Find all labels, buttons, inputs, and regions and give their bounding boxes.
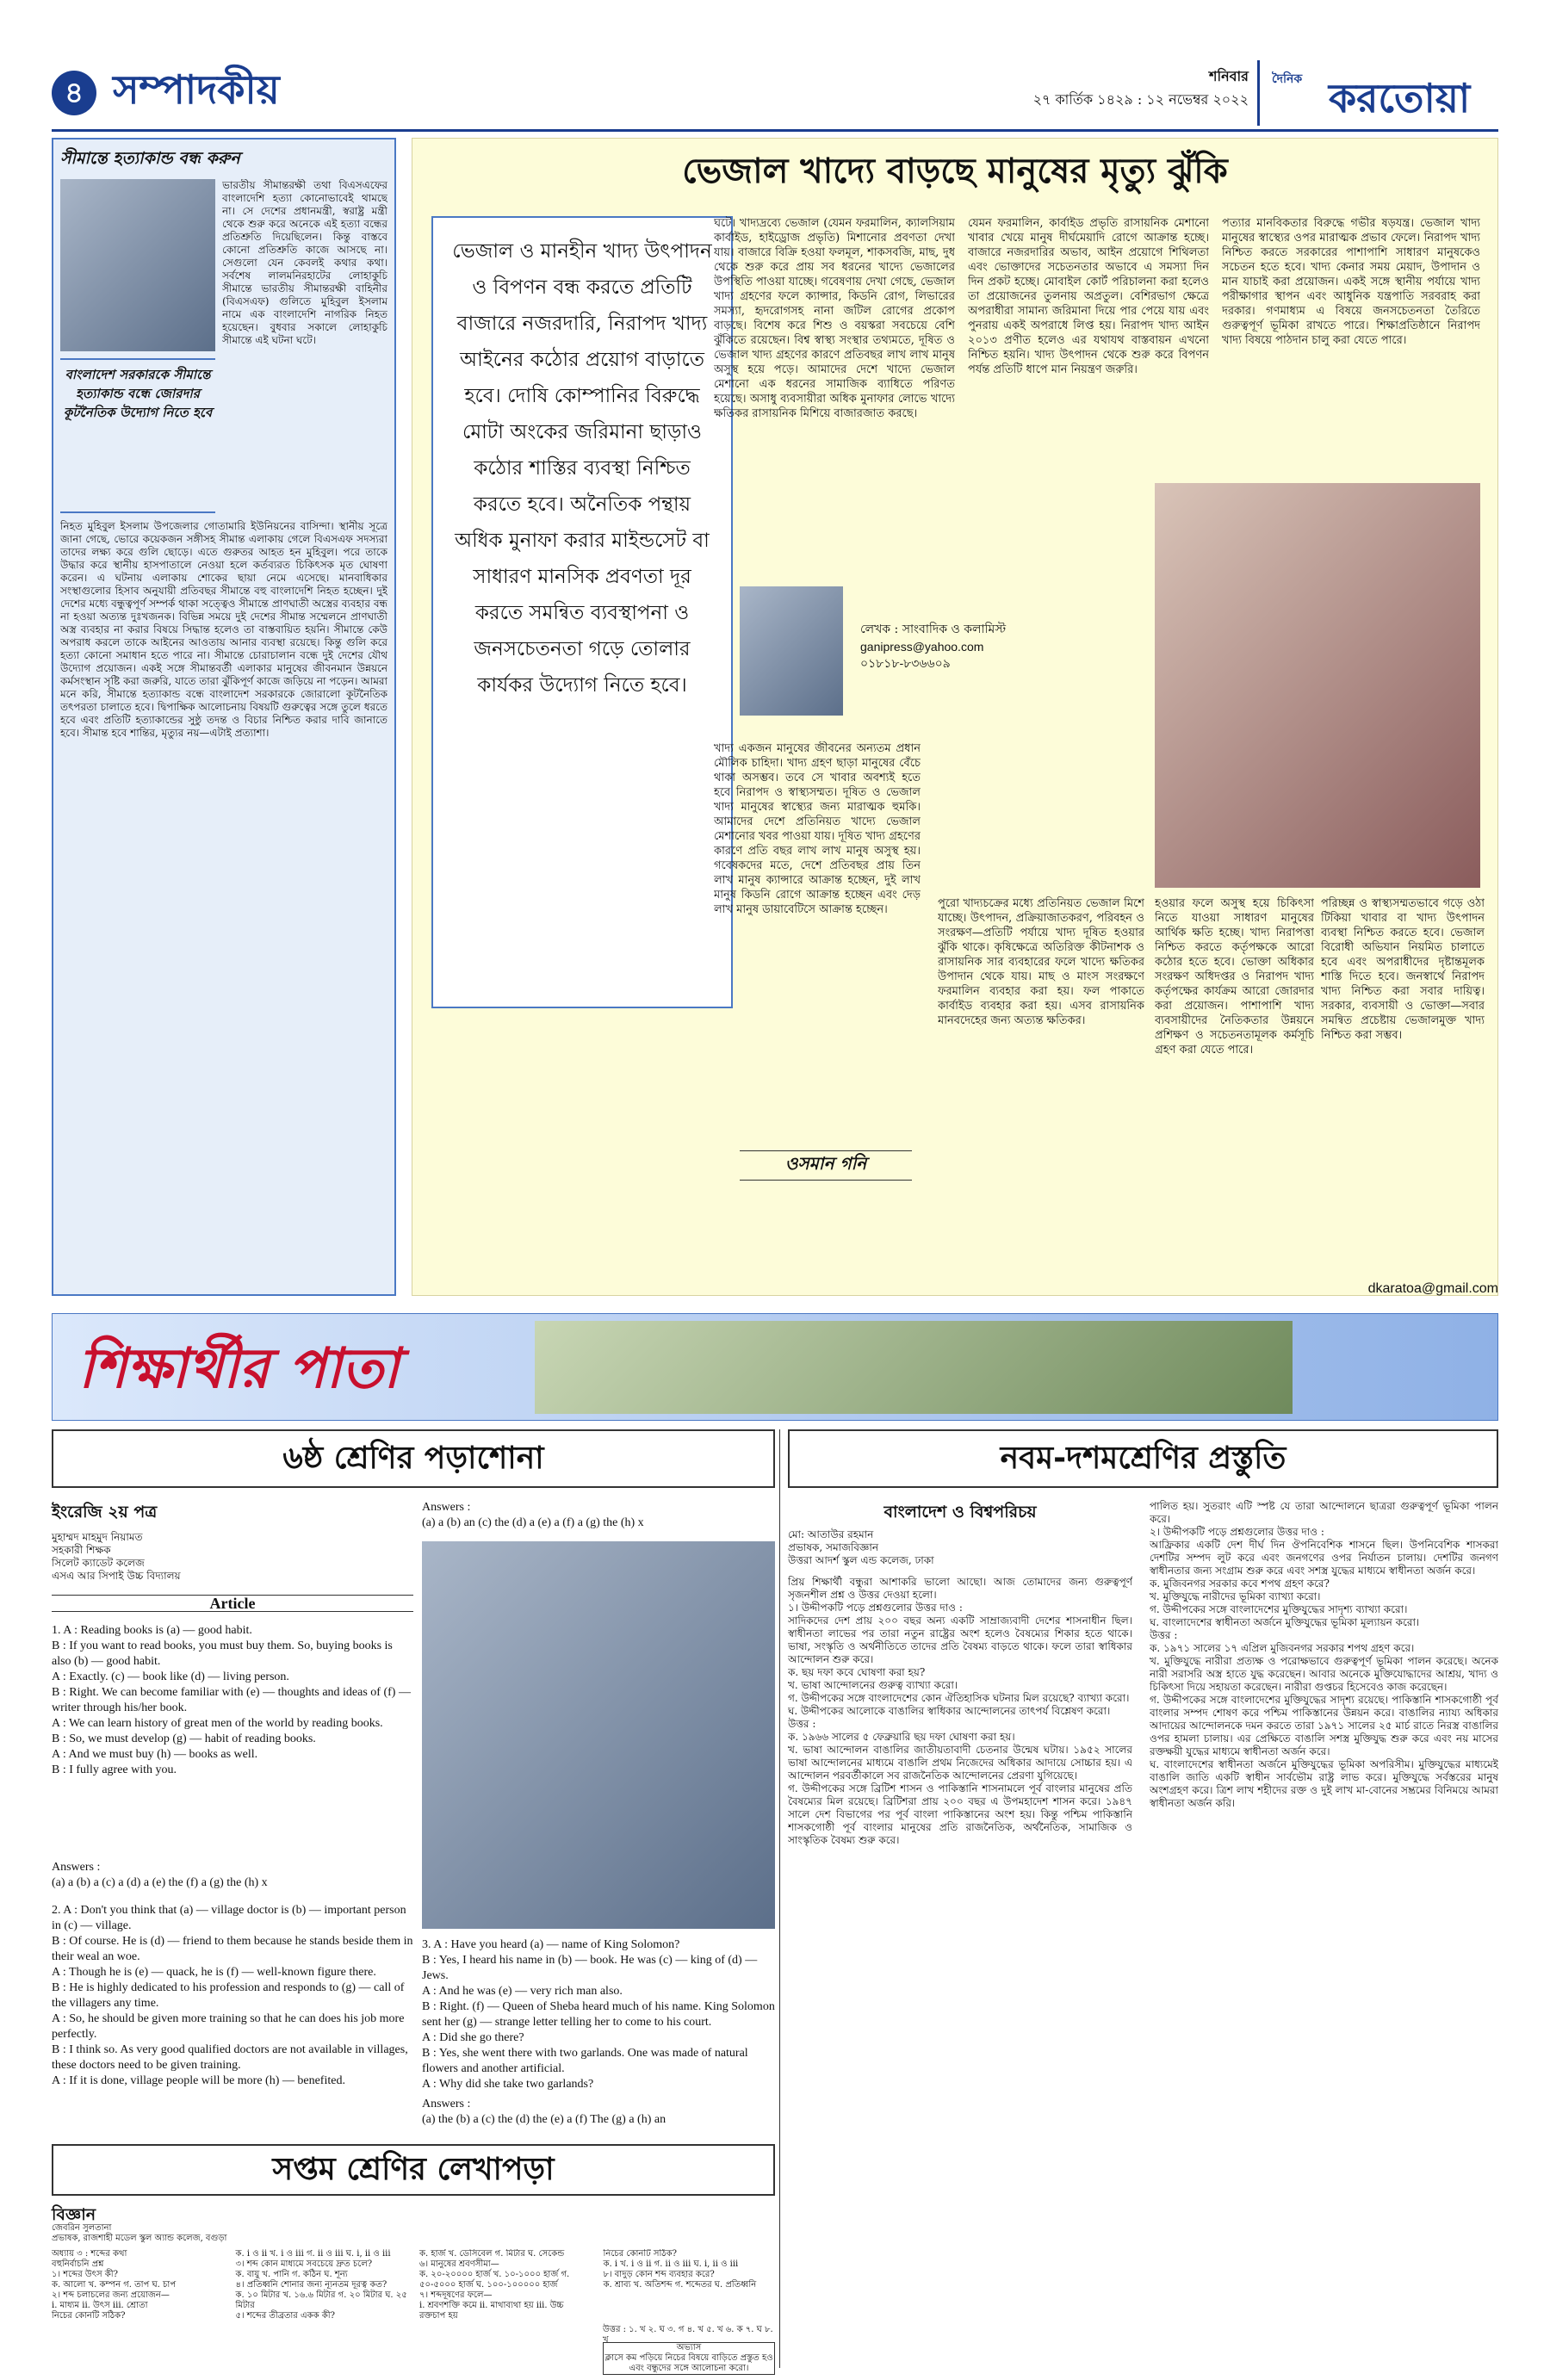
feature-col-5: পুরো খাদ্যচক্রের মধ্যে প্রতিনিয়ত ভেজাল মিশে যাচ্ছে। উৎপাদন, প্রক্রিয়াজাতকরণ, পরিবহন ও সংরক্ষণ—প্রতিটি পর্যায়ে খাদ্য দূষিত হওয়ার ঝুঁকি থাকে। কৃষিক্ষেত্রে অতিরিক্ত কীটনাশক ও রাসায়নিক সার ব্যবহারের ফলে খাদ্যে ক্ষতিকর উপাদান থেকে যায়। মাছ ও মাংস সংরক্ষণে ফরমালিন ব্যবহার করা হয়। ফল পাকাতে কার্বাইড ব্যবহার করা হয়। এসব রাসায়নিক মানবদেহের জন্য অত্যন্ত ক্ষতিকর।	[938, 897, 1144, 1027]
author-byline: ওসমান গনি	[740, 1150, 912, 1181]
border-fence-photo	[60, 179, 215, 351]
column-divider	[779, 1429, 780, 2368]
class910-subject: বাংলাদেশ ও বিশ্বপরিচয়	[884, 1503, 1037, 1522]
feature-article	[412, 138, 1498, 1296]
class6-header: ৬ষ্ঠ শ্রেণির পড়াশোনা	[52, 1429, 775, 1488]
masthead-section	[52, 60, 413, 121]
class910-col-1: প্রিয় শিক্ষার্থী বন্ধুরা আশাকরি ভালো আছো। আজ তোমাদের জন্য গুরুত্বপূর্ণ সৃজনশীল প্রশ্ন ও উত্তর দেওয়া হলো। ১। উদ্দীপকটি পড়ে প্রশ্নগুলোর উত্তর দাও : সাদিকদের দেশ প্রায় ২০০ বছর অন্য একটি সাম্রাজ্যবাদী দেশের শাসনাধীন ছিল। স্বাধীনতা লাভের পর তারা নতুন রাষ্ট্রের অংশ হলেও বৈষম্যের শিকার হতে থাকে। ভাষা, সংস্কৃতি ও অর্থনীতিতে তাদের প্রতি বৈষম্য বাড়তে থাকে। ফলে তারা স্বাধিকার আন্দোলন শুরু করে। ক. ছয় দফা কবে ঘোষণা করা হয়? খ. ভাষা আন্দোলনের গুরুত্ব ব্যাখ্যা করো। গ. উদ্দীপকের সঙ্গে বাংলাদেশের কোন ঐতিহাসিক ঘটনার মিল রয়েছে? ব্যাখ্যা করো। ঘ. উদ্দীপকের আলোকে বাঙালির স্বাধিকার আন্দোলনের তাৎপর্য বিশ্লেষণ করো। উত্তর : ক. ১৯৬৬ সালের ৫ ফেব্রুয়ারি ছয় দফা ঘোষণা করা হয়। খ. ভাষা আন্দোলন বাঙালির জাতীয়তাবাদী চেতনার উন্মেষ ঘটায়। ১৯৫২ সালের ভাষা আন্দোলনের মাধ্যমে বাঙালি প্রথম নিজেদের অধিকার আদায়ে সোচ্চার হয়। এ আন্দোলন পরবর্তীকালে সব রাজনৈতিক আন্দোলনের প্রেরণা যুগিয়েছে। গ. উদ্দীপকের সঙ্গে ব্রিটিশ শাসন ও পাকিস্তানি শাসনামলে পূর্ব বাংলার মানুষের প্রতি বৈষম্যের মিল রয়েছে। ব্রিটিশরা প্রায় ২০০ বছর এ উপমহাদেশ শাসন করে। ১৯৪৭ সালে দেশ বিভাগের পর পূর্ব বাংলা পাকিস্তানের অংশ হয়। কিন্তু পশ্চিম পাকিস্তানি শাসকগোষ্ঠী পূর্ব বাংলার মানুষের প্রতি রাজনৈতিক, অর্থনৈতিক, সামাজিক ও সাংস্কৃতিক বৈষম্য শুরু করে।	[788, 1576, 1132, 1846]
class910-header: নবম-দশমশ্রেণির প্রস্তুতি	[788, 1429, 1498, 1488]
feature-col-6: হওয়ার ফলে অসুস্থ হয়ে চিকিৎসা নিতে যাওয়া সাধারণ মানুষের আর্থিক ক্ষতি হচ্ছে। খাদ্য নিরাপত্তা নিশ্চিত করতে কর্তৃপক্ষকে আরো কঠোর হতে হবে। ভোক্তা অধিকার সংরক্ষণ অধিদপ্তর ও নিরাপদ খাদ্য কর্তৃপক্ষের কার্যক্রম আরো জোরদার করা প্রয়োজন। পাশাপাশি খাদ্য ব্যবসায়ীদের নৈতিকতার উন্নয়নে প্রশিক্ষণ ও সচেতনতামূলক কর্মসূচি গ্রহণ করা যেতে পারে।	[1155, 897, 1314, 1057]
editorial-intro: ভারতীয় সীমান্তরক্ষী তথা বিএসএফের বাংলাদেশি হত্যা কোনোভাবেই থামছে না। সে দেশের প্রধানমন্ত্রী, স্বরাষ্ট্র মন্ত্রী থেকে শুরু করে অনেকে এই হত্যা বন্ধের প্রতিশ্রুতি দিয়েছিলেন। কিন্তু বাস্তবে কোনো প্রতিশ্রুতি কাজে আসছে না। সেগুলো যেন কেবলই কথার কথা। সর্বশেষ লালমনিরহাটের লোহাকুচি সীমান্তে ভারতীয় সীমান্তরক্ষী বাহিনীর (বিএসএফ) গুলিতে মুহিবুল ইসলাম নামে এক বাংলাদেশি নাগরিক নিহত হয়েছেন। বুধবার সকালে লোহাকুচি সীমান্তে এই ঘটনা ঘটে।	[222, 179, 388, 346]
student-banner	[52, 1313, 1498, 1421]
editorial-body: নিহত মুহিবুল ইসলাম উপজেলার গোতামারি ইউনিয়নের বাসিন্দা। স্থানীয় সূত্রে জানা গেছে, ভোরে কয়েকজন সঙ্গীসহ সীমান্ত এলাকায় গেলে বিএসএফ সদস্যরা তাদের লক্ষ্য করে গুলি ছোড়ে। এতে গুরুতর আহত হন মুহিবুল। পরে তাকে উদ্ধার করে স্থানীয় হাসপাতালে নেওয়া হলে কর্তব্যরত চিকিৎসক মৃত ঘোষণা করেন। এ ঘটনায় এলাকায় শোকের ছায়া নেমে এসেছে। মানবাধিকার সংস্থাগুলোর হিসাব অনুযায়ী প্রতিবছর সীমান্তে বহু বাংলাদেশি নিহত হচ্ছেন। দুই দেশের মধ্যে বন্ধুত্বপূর্ণ সম্পর্ক থাকা সত্ত্বেও সীমান্তে প্রাণঘাতী অস্ত্রের ব্যবহার বন্ধ না হওয়া অত্যন্ত দুঃখজনক। বিভিন্ন সময়ে দুই দেশের সীমান্ত সম্মেলনে প্রাণঘাতী অস্ত্র ব্যবহার না করার বিষয়ে সিদ্ধান্ত হলেও তা বাস্তবায়িত হয়নি। সীমান্তে কেউ অপরাধ করলে তাকে আইনের আওতায় আনার ব্যবস্থা রয়েছে। কিন্তু গুলি করে হত্যা কোনো সমাধান হতে পারে না। সীমান্তে চোরাচালান বন্ধে দুই দেশের যৌথ উদ্যোগ প্রয়োজন। একই সঙ্গে সীমান্তবর্তী এলাকার মানুষের জীবনমান উন্নয়নে কর্মসংস্থান সৃষ্টি করা জরুরি, যাতে তারা ঝুঁকিপূর্ণ কাজে জড়িয়ে না পড়েন। আমরা মনে করি, সীমান্তে হত্যাকান্ড বন্ধে বাংলাদেশ সরকারকে জোরালো কূটনৈতিক তৎপরতা চালাতে হবে। দ্বিপাক্ষিক আলোচনায় বিষয়টি গুরুত্বের সঙ্গে তুলে ধরতে হবে এবং প্রতিটি হত্যাকান্ডের সুষ্ঠু তদন্ত ও বিচার নিশ্চিত করার দাবি জানাতে হবে। সীমান্ত হবে শান্তির, মৃত্যুর নয়—এটাই প্রত্যাশা।	[60, 520, 388, 739]
class7-questions: অধ্যায় ৩ : শব্দের কথা বহুনির্বাচনি প্রশ্ন ১। শব্দের উৎস কী? ক. আলো খ. কম্পন গ. তাপ ঘ. চাপ ২। শব্দ চলাচলের জন্য প্রয়োজন— i. মাধ্যম ii. উৎস iii. শ্রোতা নিচের কোনটি সঠিক? ক. i ও ii খ. i ও iii গ. ii ও iii ঘ. i, ii ও iii ৩। শব্দ কোন মাধ্যমে সবচেয়ে দ্রুত চলে? ক. বায়ু খ. পানি গ. কঠিন ঘ. শূন্য ৪। প্রতিধ্বনি শোনার জন্য ন্যূনতম দূরত্ব কত? ক. ১০ মিটার খ. ১৬.৬ মিটার গ. ২০ মিটার ঘ. ২৫ মিটার ৫। শব্দের তীব্রতার একক কী? ক. হার্জ খ. ডেসিবেল গ. মিটার ঘ. সেকেন্ড ৬। মানুষের শ্রবণসীমা— ক. ২০-২০০০০ হার্জ খ. ১০-১০০০ হার্জ গ. ৫০-৫০০০ হার্জ ঘ. ১০০-১০০০০০ হার্জ ৭। শব্দদূষণের ফলে— i. শ্রবণশক্তি কমে ii. মাথাব্যথা হয় iii. উচ্চ রক্তচাপ হয় নিচের কোনটি সঠিক? ক. i খ. i ও ii গ. ii ও iii ঘ. i, ii ও iii ৮। বাদুড় কোন শব্দ ব্যবহার করে? ক. শ্রাব্য খ. অতিশব্দ গ. শব্দেতর ঘ. প্রতিধ্বনি	[52, 2249, 757, 2321]
class7-teacher: জেবরিন সুলতানা প্রভাষক, রাজশাহী মডেল স্কুল অ্যান্ড কলেজ, বগুড়া	[52, 2223, 227, 2243]
brand-logo	[1257, 60, 1498, 126]
class910-teacher: মো: আতাউর রহমান প্রভাষক, সমাজবিজ্ঞান উত্তরা আদর্শ স্কুল এন্ড কলেজ, ঢাকা	[788, 1528, 934, 1566]
masthead-rule	[52, 129, 1498, 132]
question-3: 3. A : Have you heard (a) — name of King Solomon? B : Yes, I heard his name in (b) — book. He was (c) — king of (d) — Jews. A : And he was (e) — very rich man also. B : Right. (f) — Queen of Sheba heard much of his name. King Solomon sent her (g) — strange letter telling her to come to his court. A : Did she go there? B : Yes, she went there with two garlands. One was made of natural flowers and another artificial. A : Why did she take two garlands?	[422, 1938, 775, 2091]
article-heading: Article	[52, 1595, 413, 1612]
brand-name: করতোয়া	[1329, 75, 1471, 121]
pull-quote: ভেজাল ও মানহীন খাদ্য উৎপাদন ও বিপণন বন্ধ করতে প্রতিটি বাজারে নজরদারি, নিরাপদ খাদ্য আইনের কঠোর প্রয়োগ বাড়াতে হবে। দোষি কোম্পানির বিরুদ্ধে মোটা অংকের জরিমানা ছাড়াও কঠোর শাস্তির ব্যবস্থা নিশ্চিত করতে হবে। অনৈতিক পন্থায় অধিক মুনাফা করার মাইন্ডসেট বা সাধারণ মানসিক প্রবণতা দূর করতে সমন্বিত ব্যবস্থাপনা ও জনসচেতনতা গড়ে তোলার কার্যকর উদ্যোগ নিতে হবে।	[431, 216, 733, 1008]
feature-title: ভেজাল খাদ্যে বাড়ছে মানুষের মৃত্যু ঝুঁকি	[682, 152, 1228, 191]
class6-subject: ইংরেজি ২য় পত্র	[52, 1503, 158, 1522]
class7-note: অভ্যাস ক্লাসে কম পড়িয়ে নিচের বিষয়ে বাড়িতে প্রস্তুত হও এবং বন্ধুদের সঙ্গে আলোচনা করো।	[603, 2342, 775, 2375]
editorial-title: সীমান্তে হত্যাকান্ড বন্ধ করুন	[60, 149, 240, 168]
banner-title: শিক্ষার্থীর পাতা	[78, 1336, 400, 1401]
feature-col-7: পরিচ্ছন্ন ও স্বাস্থ্যসম্মতভাবে গড়ে ওঠা টিকিয়া খাবার বা খাদ্য উৎপাদন ব্যবস্থা নিশ্চিত করতে হবে। ভেজাল বিরোধী অভিযান নিয়মিত চালাতে হবে এবং অপরাধীদের দৃষ্টান্তমূলক শাস্তি দিতে হবে। জনস্বার্থে নিরাপদ খাদ্য নিশ্চিত করা সবার দায়িত্ব। সরকার, ব্যবসায়ী ও ভোক্তা—সবার সমন্বিত প্রচেষ্টায় ভেজালমুক্ত খাদ্য নিশ্চিত করা সম্ভব।	[1321, 897, 1485, 1042]
author-phone: ০১৮১৮-৮৩৬৬০৯	[860, 657, 951, 671]
answers-1: Answers : (a) a (b) a (c) a (d) a (e) the (f) a (g) the (h) x	[52, 1861, 268, 1889]
date-label: ২৭ কার্তিক ১৪২৯ : ১২ নভেম্বর ২০২২	[1032, 91, 1249, 108]
class910-col-2: পালিত হয়। সুতরাং এটি স্পষ্ট যে তারা আন্দোলনে ছাত্ররা গুরুত্বপূর্ণ ভূমিকা পালন করে। ২। উদ্দীপকটি পড়ে প্রশ্নগুলোর উত্তর দাও : আফ্রিকার একটি দেশ দীর্ঘ দিন ঔপনিবেশিক শাসনে ছিল। উপনিবেশিক শাসকরা দেশটির সম্পদ লুট করে এবং জনগণের ওপর নির্যাতন চালায়। দেশটির জনগণ স্বাধীনতার জন্য সংগ্রাম শুরু করে এবং সশস্ত্র যুদ্ধের মাধ্যমে স্বাধীনতা অর্জন করে। ক. মুজিবনগর সরকার কবে শপথ গ্রহণ করে? খ. মুক্তিযুদ্ধে নারীদের ভূমিকা ব্যাখ্যা করো। গ. উদ্দীপকের সঙ্গে বাংলাদেশের মুক্তিযুদ্ধের সাদৃশ্য ব্যাখ্যা করো। ঘ. বাংলাদেশের স্বাধীনতা অর্জনে মুক্তিযুদ্ধের ভূমিকা মূল্যায়ন করো। উত্তর : ক. ১৯৭১ সালের ১৭ এপ্রিল মুজিবনগর সরকার শপথ গ্রহণ করে। খ. মুক্তিযুদ্ধে নারীরা প্রত্যক্ষ ও পরোক্ষভাবে গুরুত্বপূর্ণ ভূমিকা পালন করেছে। অনেক নারী সরাসরি অস্ত্র হাতে যুদ্ধ করেছেন। আবার অনেকে মুক্তিযোদ্ধাদের আশ্রয়, খাদ্য ও চিকিৎসা দিয়ে সহায়তা করেছেন। নারীরা গুপ্তচর হিসেবেও কাজ করেছেন। গ. উদ্দীপকের সঙ্গে বাংলাদেশের মুক্তিযুদ্ধের সাদৃশ্য রয়েছে। পাকিস্তানি শাসকগোষ্ঠী পূর্ব বাংলার সম্পদ শোষণ করে পশ্চিম পাকিস্তানের উন্নয়ন করে। বাঙালির ন্যায্য অধিকার আদায়ের আন্দোলনকে দমন করতে তারা ১৯৭১ সালের ২৫ মার্চ রাতে নিরস্ত্র বাঙালির ওপর হামলা চালায়। এর প্রেক্ষিতে বাঙালি সশস্ত্র মুক্তিযুদ্ধ শুরু করে এবং নয় মাসের রক্তক্ষয়ী যুদ্ধের মাধ্যমে স্বাধীনতা অর্জন করে। ঘ. বাংলাদেশের স্বাধীনতা অর্জনে মুক্তিযুদ্ধের ভূমিকা অপরিসীম। মুক্তিযুদ্ধের মাধ্যমেই বাঙালি জাতি একটি স্বাধীন সার্বভৌম রাষ্ট্র লাভ করে। মুক্তিযুদ্ধে সর্বস্তরের মানুষ অংশগ্রহণ করে। ত্রিশ লাখ শহীদের রক্ত ও দুই লাখ মা-বোনের সম্ভ্রমের বিনিময়ে আমরা স্বাধীনতা অর্জন করি।	[1150, 1500, 1498, 1809]
author-photo	[740, 586, 843, 716]
protest-photo	[1155, 483, 1480, 888]
section-title: সম্পাদকীয়	[113, 66, 280, 113]
author-label: লেখক : সাংবাদিক ও কলামিস্ট	[860, 623, 1007, 636]
editorial-callout: বাংলাদেশ সরকারকে সীমান্তে হত্যাকান্ড বন্ধে জোরদার কূটনৈতিক উদ্যোগ নিতে হবে	[60, 358, 215, 513]
banner-photo-strip	[535, 1321, 1293, 1414]
author-email: ganipress@yahoo.com	[860, 640, 984, 654]
class7-header: সপ্তম শ্রেণির লেখাপড়া	[52, 2144, 775, 2196]
brand-small: দৈনিক	[1272, 72, 1303, 86]
editorial-box	[52, 138, 396, 1296]
question-1: 1. A : Reading books is (a) — good habit. B : If you want to read books, you must buy them. So, buying books is also (b) — good habit. A : Exactly. (c) — book like (d) — living person. B : Right. We can become familiar with (e) — thoughts and ideas of (f) — writer through his/her book. A : We can learn history of great men of the world by reading books. B : So, we must develop (g) — habit of reading books. A : And we must buy (h) — books as well. B : I fully agree with you.	[52, 1624, 411, 1776]
question-2: 2. A : Don't you think that (a) — village doctor is (b) — important person in (c) — village. B : Of course. He is (d) — friend to them because he stands beside them in their weal an woe. A : Though he is (e) — quack, he is (f) — well-known figure there. B : He is highly dedicated to his profession and responds to (g) — call of the villagers any time. A : So, he should be given more training so that he can does his job more perfectly. B : I think so. As very good qualified doctors are not available in villages, these doctors need to be given training. A : If it is done, village people will be more (h) — benefited.	[52, 1904, 413, 2087]
feature-col-5b	[938, 741, 1144, 888]
answers-2: Answers : (a) a (b) an (c) the (d) a (e) a (f) a (g) the (h) x	[422, 1501, 644, 1529]
class7-answers: উত্তর : ১. খ ২. ঘ ৩. গ ৪. খ ৫. খ ৬. ক ৭. ঘ ৮. খ	[603, 2325, 773, 2345]
date-block	[921, 65, 1249, 112]
answers-3: Answers : (a) the (b) a (c) the (d) the (e) a (f) The (g) a (h) an	[422, 2098, 666, 2126]
day-label: শনিবার	[1209, 68, 1249, 84]
feature-col-4: খাদ্য একজন মানুষের জীবনের অন্যতম প্রধান মৌলিক চাহিদা। খাদ্য গ্রহণ ছাড়া মানুষের বেঁচে থাকা অসম্ভব। তবে সে খাবার অবশ্যই হতে হবে নিরাপদ ও স্বাস্থ্যসম্মত। দূষিত ও ভেজাল খাদ্য মানুষের স্বাস্থ্যের জন্য মারাত্মক হুমকি। আমাদের দেশে প্রতিনিয়ত খাদ্যে ভেজাল মেশানোর খবর পাওয়া যায়। দূষিত খাদ্য গ্রহণের কারণে প্রতি বছর লাখ লাখ মানুষ অসুস্থ হয়। গবেষকদের মতে, দেশে প্রতিবছর প্রায় তিন লাখ মানুষ ক্যান্সারে আক্রান্ত হচ্ছেন, দুই লাখ মানুষ কিডনি রোগে আক্রান্ত হচ্ছেন এবং দেড় লাখ মানুষ ডায়াবেটিসে আক্রান্ত হচ্ছেন।	[714, 742, 921, 916]
contact-email: dkaratoa@gmail.com	[1367, 1281, 1498, 1296]
author-info	[860, 621, 1136, 672]
class7-subject: বিজ্ঞান	[52, 2205, 96, 2224]
feature-col-3: পত্যার মানবিকতার বিরুদ্ধে গভীর ষড়যন্ত্র। ভেজাল খাদ্য মানুষের স্বাস্থ্যের ওপর মারাত্মক প্রভাব ফেলে। নিরাপদ খাদ্য নিশ্চিত করতে সরকারের পাশাপাশি সাধারণ মানুষকেও সচেতন হতে হবে। খাদ্য কেনার সময় মেয়াদ, উপাদান ও মান যাচাই করা প্রয়োজন। একই সঙ্গে স্থানীয় পর্যায়ে খাদ্য পরীক্ষাগার স্থাপন এবং আধুনিক যন্ত্রপাতি সরবরাহ করা দরকার। গণমাধ্যম এ বিষয়ে জনসচেতনতা তৈরিতে গুরুত্বপূর্ণ ভূমিকা রাখতে পারে। শিক্ষাপ্রতিষ্ঠানে নিরাপদ খাদ্য বিষয়ে পাঠদান চালু করা যেতে পারে।	[1222, 217, 1480, 347]
feature-col-1: ঘটে। খাদ্যদ্রব্যে ভেজাল (যেমন ফরমালিন, ক্যালসিয়াম কার্বাইড, হাইড্রোজ প্রভৃতি) মিশানোর প্রবণতা দেখা যায়। বাজারে বিক্রি হওয়া ফলমূল, শাকসবজি, মাছ, দুধ থেকে শুরু করে প্রায় সব ধরনের খাদ্যে ভেজালের উপস্থিতি পাওয়া যাচ্ছে। গবেষণায় দেখা গেছে, ভেজাল খাদ্য গ্রহণের ফলে ক্যান্সার, কিডনি রোগ, লিভারের সমস্যা, হৃদরোগসহ নানা জটিল রোগের প্রকোপ বাড়ছে। বিশেষ করে শিশু ও বয়স্করা সবচেয়ে বেশি ঝুঁকিতে রয়েছেন। বিশ্ব স্বাস্থ্য সংস্থার তথ্যমতে, দূষিত ও ভেজাল খাদ্য গ্রহণের কারণে প্রতিবছর লাখ লাখ মানুষ অসুস্থ হয়ে পড়ে। আমাদের দেশে খাদ্যে ভেজাল মেশানো এক ধরনের সামাজিক ব্যাধিতে পরিণত হয়েছে। অসাধু ব্যবসায়ীরা অধিক মুনাফার লোভে খাদ্যে ক্ষতিকর রাসায়নিক মিশিয়ে বাজারজাত করছে।	[714, 217, 955, 420]
classroom-photo	[422, 1541, 775, 1929]
page-number: ৪	[52, 71, 96, 115]
class6-teacher: মুহাম্মদ মাহমুদ নিয়ামত সহকারী শিক্ষক সিলেট ক্যাডেট কলেজ এসএ আর সিপাই উচ্চ বিদ্যালয়	[52, 1531, 181, 1582]
feature-col-2: যেমন ফরমালিন, কার্বাইড প্রভৃতি রাসায়নিক মেশানো খাবার খেয়ে মানুষ দীর্ঘমেয়াদি রোগে আক্রান্ত হচ্ছে। বাজারে নজরদারির অভাব, আইন প্রয়োগে শিথিলতা এবং ভোক্তাদের সচেতনতার অভাবে এ সমস্যা দিন দিন প্রকট হচ্ছে। মোবাইল কোর্ট পরিচালনা করা হলেও তা প্রয়োজনের তুলনায় অপ্রতুল। বেশিরভাগ ক্ষেত্রে অপরাধীরা সামান্য জরিমানা দিয়ে পার পেয়ে যায় এবং পুনরায় একই অপরাধে লিপ্ত হয়। নিরাপদ খাদ্য আইন ২০১৩ প্রণীত হলেও এর যথাযথ বাস্তবায়ন এখনো নিশ্চিত হয়নি। খাদ্য উৎপাদন থেকে শুরু করে বিপণন পর্যন্ত প্রতিটি ধাপে মান নিয়ন্ত্রণ জরুরি।	[968, 217, 1209, 376]
